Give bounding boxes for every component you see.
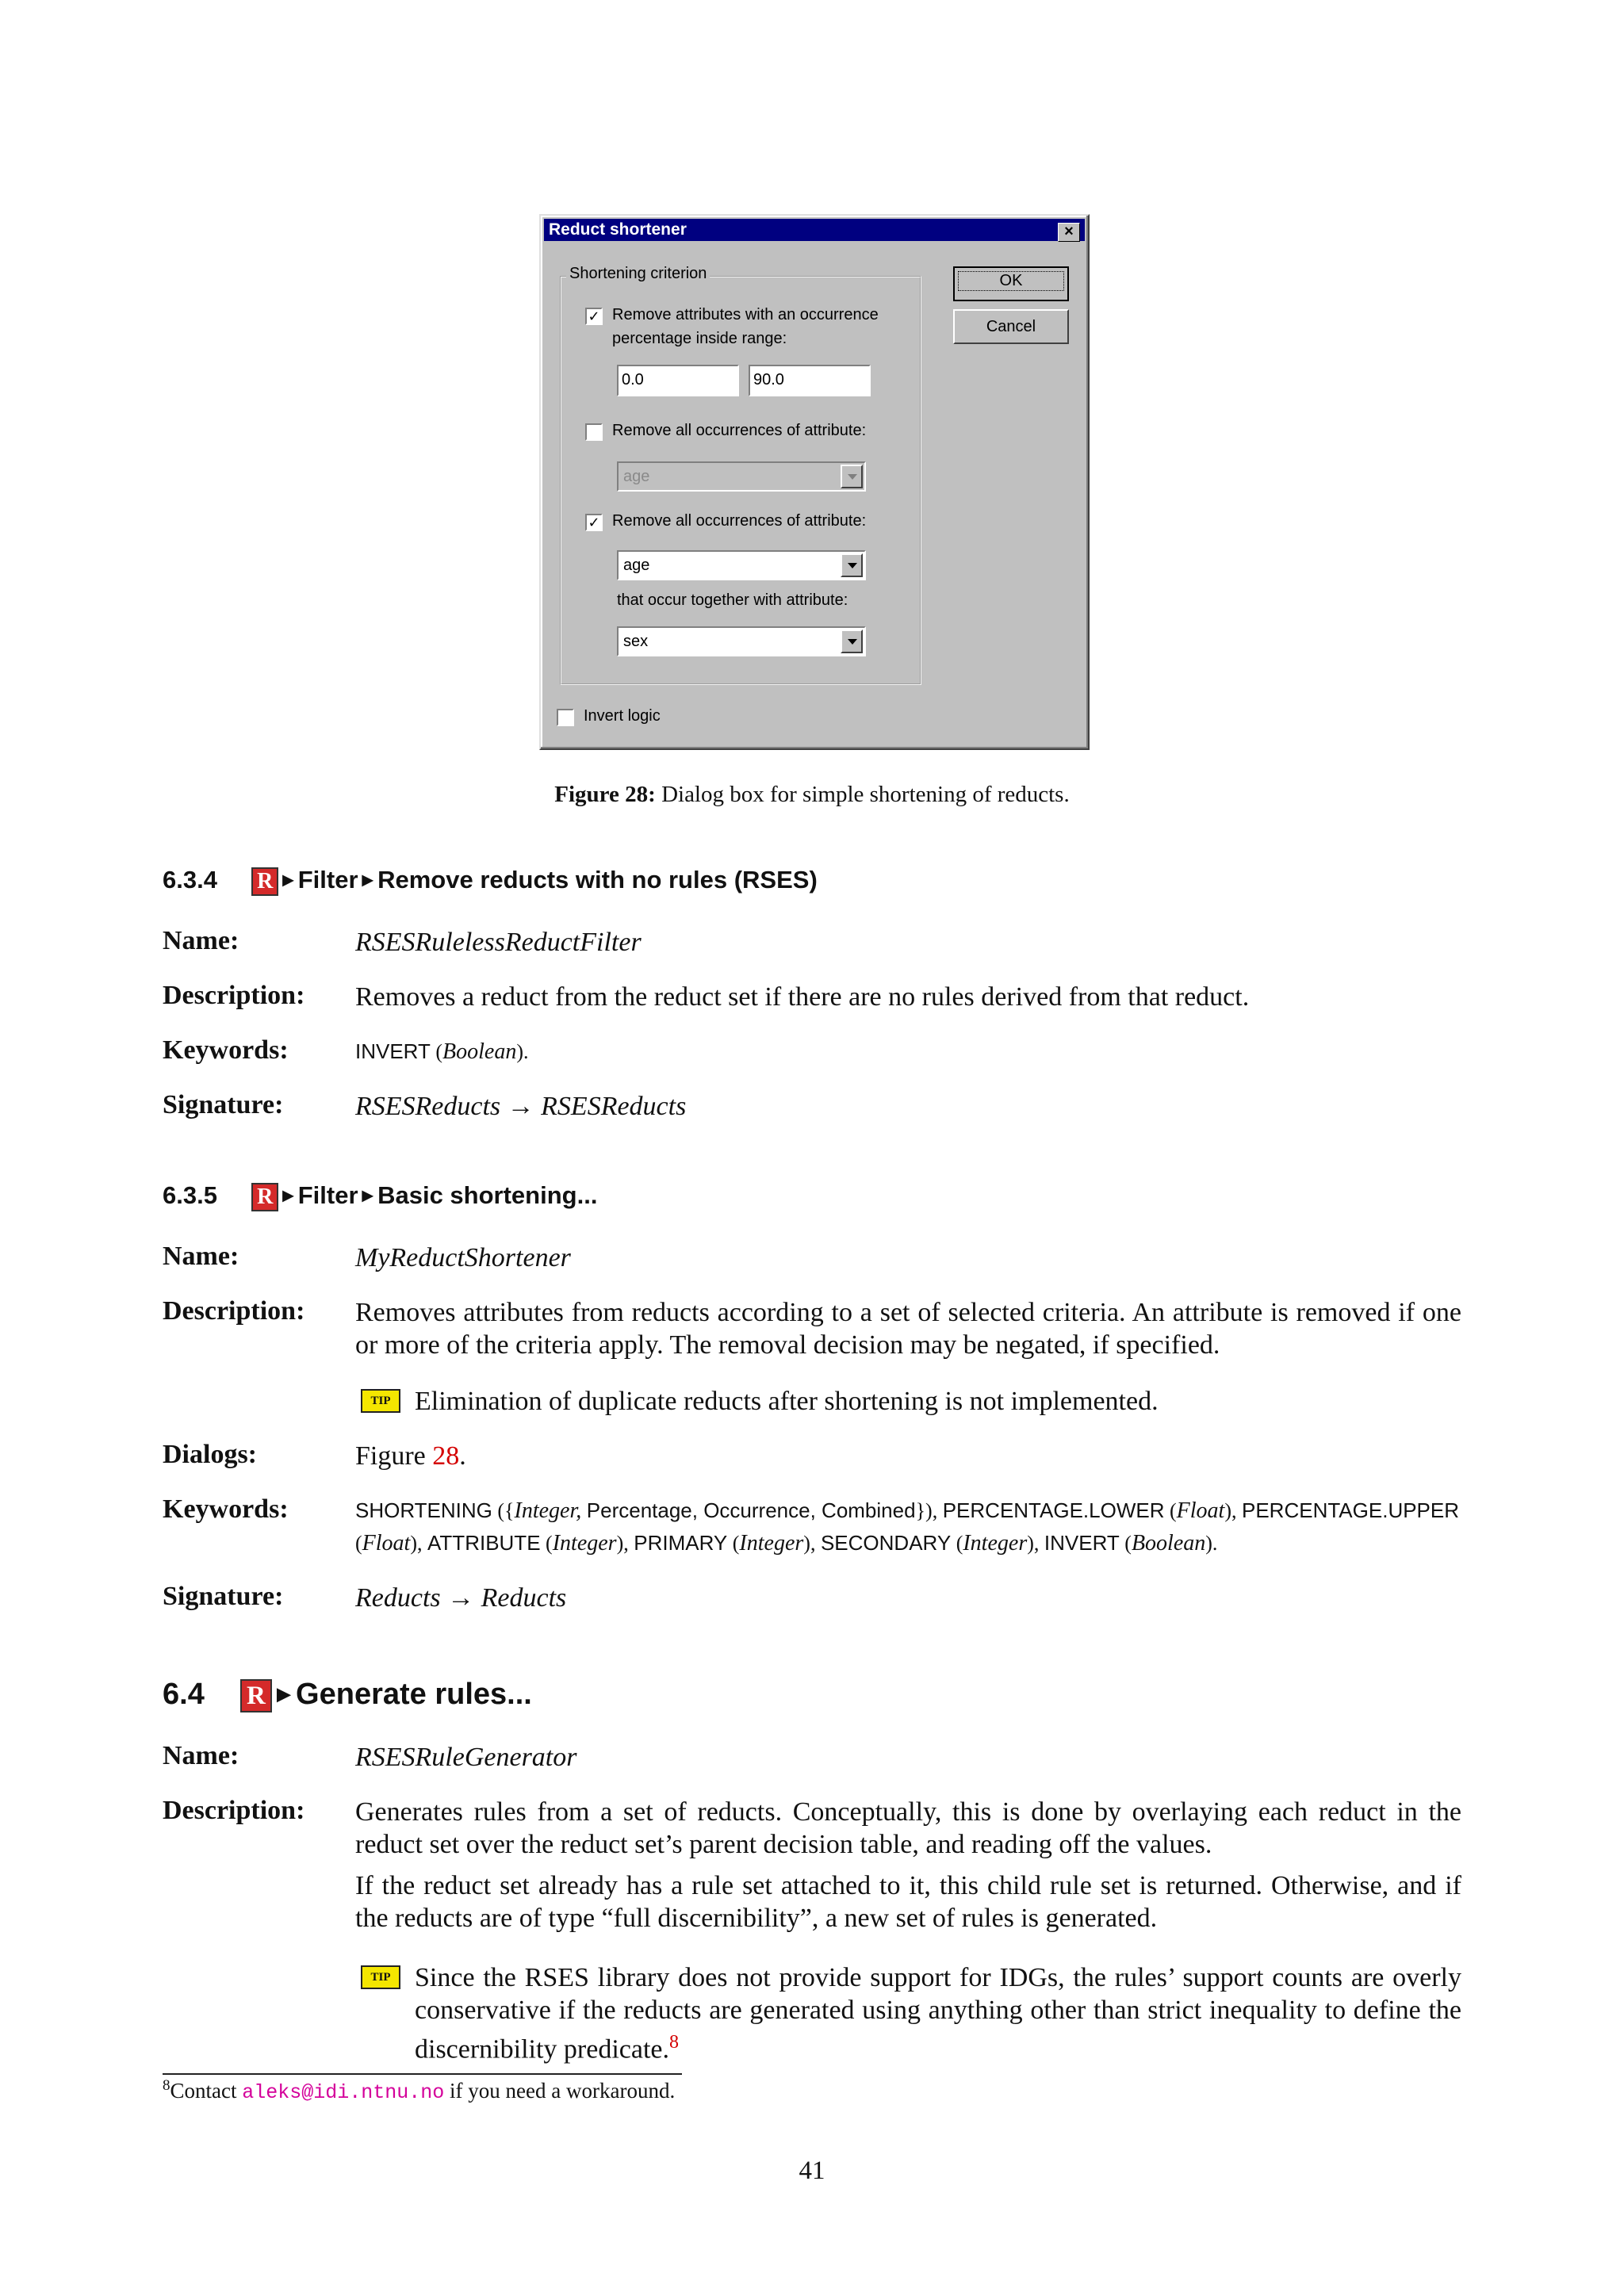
- name-value: RSESRuleGenerator: [355, 1743, 577, 1772]
- keyword: PRIMARY: [634, 1531, 728, 1555]
- keyword-type: Integer: [963, 1531, 1028, 1556]
- tip-text-body: Since the RSES library does not provide support for IDGs, the rules’ support counts are overly conservative if the reducts are generated using anything other than strict inequality to define the discernibility predicate.: [415, 1963, 1461, 2064]
- attribute-select-disabled: [617, 461, 866, 492]
- name-label: Name:: [163, 926, 239, 955]
- keyword: PERCENTAGE.UPPER: [1242, 1498, 1460, 1522]
- keyword-type: Integer: [552, 1531, 617, 1556]
- keyword: SHORTENING: [355, 1498, 492, 1522]
- name-value: RSESRulelessReductFilter: [355, 928, 642, 957]
- triangle-icon: ►: [278, 870, 298, 891]
- keyword-type: Boolean: [442, 1039, 517, 1064]
- tip-text: Elimination of duplicate reducts after shortening is not implemented.: [415, 1387, 1159, 1416]
- name-label: Name:: [163, 1741, 239, 1770]
- secondary-attribute-value: sex: [623, 633, 649, 650]
- cancel-button[interactable]: Cancel: [953, 309, 1069, 344]
- keyword-type: Boolean: [1131, 1531, 1206, 1556]
- secondary-attribute-select[interactable]: [617, 626, 866, 656]
- keyword-options: Percentage, Occurrence, Combined: [586, 1498, 916, 1522]
- range-high-input[interactable]: 90.0: [749, 365, 871, 396]
- figure-link[interactable]: 28: [432, 1441, 460, 1471]
- description-value-2: If the reduct set already has a rule set attached to it, this child rule set is returned. Otherwise, and if the reducts are of type “full discernibility”, a new set of rules is generated.: [355, 1871, 1461, 1933]
- dialog-titlebar: [544, 219, 1085, 241]
- triangle-icon: ►: [358, 870, 378, 891]
- caption-text: Dialog box for simple shortening of reducts.: [661, 782, 1070, 807]
- keywords-value: SHORTENING ({Integer, Percentage, Occurrence, Combined}), PERCENTAGE.LOWER (Float), PERCENTAGE.UPPER (Float), ATTRIBUTE (Integer), PRIMARY (Integer), SECONDARY (Integer), INVERT (Boolean).: [355, 1498, 1460, 1556]
- menu-item: Filter: [297, 1181, 358, 1209]
- group-label: Shortening criterion: [566, 265, 710, 283]
- select-disabled-value: age: [623, 468, 650, 485]
- primary-attribute-value: age: [623, 557, 650, 574]
- keyword: INVERT: [1044, 1531, 1120, 1555]
- remove-by-percentage-checkbox[interactable]: ✓: [585, 308, 603, 325]
- keywords-value: INVERT (Boolean).: [355, 1039, 529, 1064]
- section-number: 6.4: [163, 1678, 205, 1711]
- r-menu-icon: R: [240, 1679, 272, 1712]
- section-heading-6-3-5: [163, 1181, 597, 1211]
- keyword: ATTRIBUTE: [427, 1531, 541, 1555]
- menu-item: Generate rules...: [296, 1678, 532, 1711]
- footnote: [163, 2077, 675, 2104]
- invert-logic-checkbox[interactable]: [557, 709, 574, 726]
- description-value: Generates rules from a set of reducts. Conceptually, this is done by overlaying each reduct in the reduct set over the reduct set’s parent decision table, and reading off the values.: [355, 1797, 1461, 1859]
- check1-label-line2: percentage inside range:: [612, 330, 787, 347]
- description-value: Removes attributes from reducts according to a set of selected criteria. An attribute is removed if one or more of the criteria apply. The removal decision may be negated, if specified.: [355, 1298, 1461, 1360]
- description-label: Description:: [163, 1296, 305, 1326]
- signature-label: Signature:: [163, 1090, 284, 1119]
- chevron-down-icon: [841, 465, 863, 488]
- menu-item: Filter: [297, 866, 358, 894]
- dialog-title: Reduct shortener: [549, 220, 687, 239]
- ok-button[interactable]: [953, 266, 1069, 301]
- keyword-type: Float: [1176, 1498, 1225, 1523]
- r-menu-icon: R: [251, 1183, 278, 1211]
- tip-icon: TIP: [361, 1389, 400, 1413]
- ok-button-label: OK: [958, 271, 1064, 291]
- footnote-ref[interactable]: 8: [669, 2032, 679, 2053]
- description-label: Description:: [163, 981, 305, 1010]
- caption-label: Figure 28:: [554, 782, 656, 807]
- footnote-rule: [163, 2073, 682, 2075]
- dialogs-value: Figure 28.: [355, 1441, 466, 1471]
- triangle-icon: ►: [271, 1681, 297, 1708]
- keyword-type: Integer,: [514, 1498, 582, 1523]
- page-number: 41: [799, 2156, 825, 2185]
- section-number: 6.3.4: [163, 866, 217, 894]
- chevron-down-icon[interactable]: [841, 553, 863, 577]
- signature-label: Signature:: [163, 1582, 284, 1611]
- description-label: Description:: [163, 1796, 305, 1825]
- section-heading-6-4: [163, 1678, 532, 1712]
- chevron-down-icon[interactable]: [841, 629, 863, 653]
- keyword-type: Float: [362, 1531, 411, 1556]
- footnote-before: Contact: [170, 2079, 243, 2103]
- primary-attribute-select[interactable]: [617, 550, 866, 580]
- section-number: 6.3.5: [163, 1181, 217, 1209]
- menu-item: Remove reducts with no rules (RSES): [377, 866, 818, 894]
- keyword: SECONDARY: [820, 1531, 952, 1555]
- range-low-input[interactable]: 0.0: [617, 365, 739, 396]
- footnote-mark: 8: [163, 2077, 170, 2094]
- triangle-icon: ►: [278, 1185, 298, 1207]
- check1-label-line1: Remove attributes with an occurrence: [612, 306, 879, 323]
- keyword-type: Integer: [739, 1531, 804, 1556]
- reduct-shortener-dialog: [539, 214, 1090, 750]
- close-icon[interactable]: ×: [1058, 223, 1080, 242]
- email-link[interactable]: aleks@idi.ntnu.no: [242, 2081, 445, 2104]
- remove-all-occurrences-checkbox[interactable]: [585, 423, 603, 441]
- dialogs-label: Dialogs:: [163, 1440, 257, 1469]
- signature-value: RSESReducts → RSESReducts: [355, 1092, 687, 1121]
- menu-item: Basic shortening...: [377, 1181, 598, 1209]
- remove-cooccurring-checkbox[interactable]: ✓: [585, 514, 603, 531]
- name-value: MyReductShortener: [355, 1243, 571, 1272]
- name-label: Name:: [163, 1242, 239, 1271]
- signature-value: Reducts → Reducts: [355, 1583, 567, 1613]
- triangle-icon: ►: [358, 1185, 378, 1207]
- figure-caption: [0, 782, 1624, 808]
- check2-label: Remove all occurrences of attribute:: [612, 422, 867, 439]
- keyword: PERCENTAGE.LOWER: [942, 1498, 1165, 1522]
- together-label: that occur together with attribute:: [617, 591, 848, 609]
- check3-label: Remove all occurrences of attribute:: [612, 512, 867, 530]
- footnote-after: if you need a workaround.: [444, 2079, 676, 2103]
- dialogs-prefix: Figure: [355, 1441, 433, 1471]
- description-value: Removes a reduct from the reduct set if there are no rules derived from that reduct.: [355, 982, 1250, 1012]
- tip-text: [415, 1961, 1461, 2065]
- tip-icon: TIP: [361, 1965, 400, 1989]
- keywords-label: Keywords:: [163, 1035, 289, 1065]
- invert-logic-label: Invert logic: [584, 707, 661, 725]
- section-heading-6-3-4: [163, 866, 818, 896]
- keywords-label: Keywords:: [163, 1494, 289, 1524]
- r-menu-icon: R: [251, 867, 278, 896]
- keyword: INVERT: [355, 1039, 431, 1063]
